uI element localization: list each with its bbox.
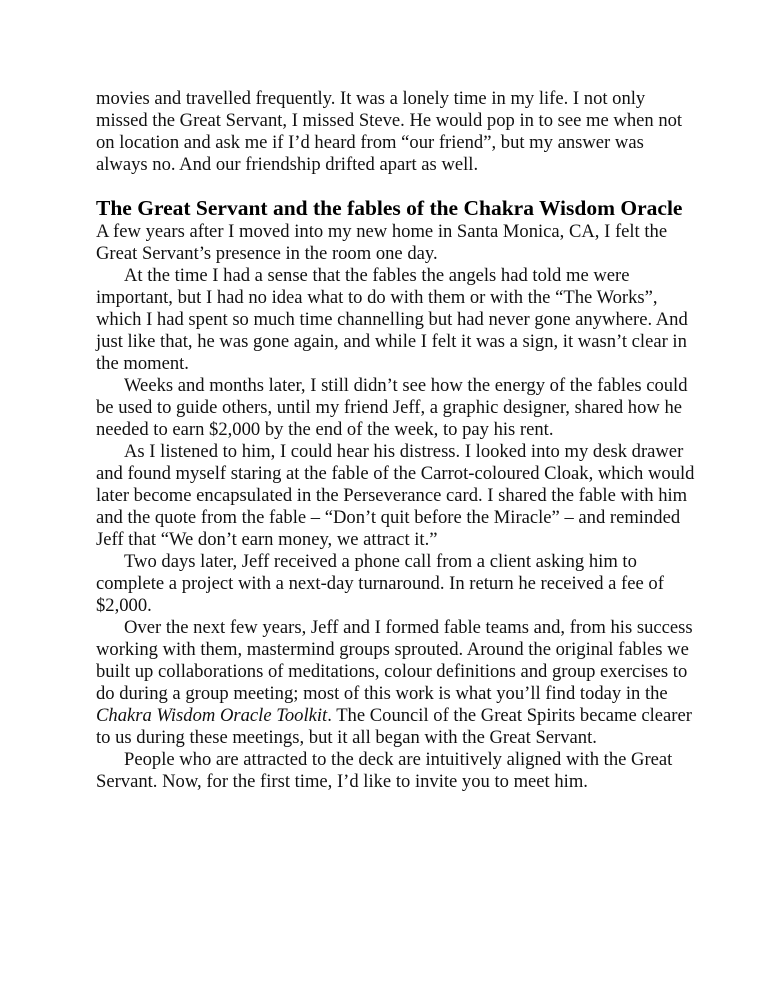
intro-paragraph: movies and travelled frequently. It was a lonely time in my life. I not only missed the Great Servant, I missed Steve. He would pop in to see me when not on location and ask me if I’d heard from “our friend”, but my answer was always no. And our friendship drifted apart as well. bbox=[96, 88, 683, 175]
body-paragraph: At the time I had a sense that the fables the angels had told me were important, but I had no idea what to do with them or with the “The Works”, which I had spent so much time channelling but had never gone anywhere. And just like that, he was gone again, and while I felt it was a sign, it wasn’t clear in the moment. bbox=[96, 265, 688, 374]
section-heading: The Great Servant and the fables of the Chakra Wisdom Oracle bbox=[96, 196, 683, 220]
body-paragraph: Weeks and months later, I still didn’t see how the energy of the fables could be used to guide others, until my friend Jeff, a graphic designer, shared how he needed to earn $2,000 by the end of the week, to pay his rent. bbox=[96, 375, 688, 440]
toolkit-book-title: Chakra Wisdom Oracle Toolkit bbox=[96, 705, 328, 726]
toolkit-paragraph bbox=[96, 617, 696, 749]
toolkit-text-before: Over the next few years, Jeff and I formed fable teams and, from his success working with them, mastermind groups sprouted. Around the original fables we built up collaborations of meditations, colour definitions and group exercises to do during a group meeting; most of this work is what you’ll find today in the bbox=[96, 617, 693, 704]
body-paragraph: A few years after I moved into my new home in Santa Monica, CA, I felt the Great Servant’s presence in the room one day. bbox=[96, 221, 668, 264]
body-paragraph: Two days later, Jeff received a phone call from a client asking him to complete a project with a next-day turnaround. In return he received a fee of $2,000. bbox=[96, 551, 664, 616]
body-paragraph: As I listened to him, I could hear his distress. I looked into my desk drawer and found myself staring at the fable of the Carrot-coloured Cloak, which would later become encapsulated in the Perseverance card. I shared the fable with him and the quote from the fable – “Don’t quit before the Miracle” – and reminded Jeff that “We don’t earn money, we attract it.” bbox=[96, 441, 695, 550]
closing-paragraph: People who are attracted to the deck are intuitively aligned with the Great Servant. Now, for the first time, I’d like to invite you to meet him. bbox=[96, 749, 673, 792]
document-page bbox=[96, 88, 696, 793]
toolkit-text-after: . The Council of the Great Spirits became clearer to us during these meetings, but it all began with the Great Servant. bbox=[96, 705, 692, 748]
